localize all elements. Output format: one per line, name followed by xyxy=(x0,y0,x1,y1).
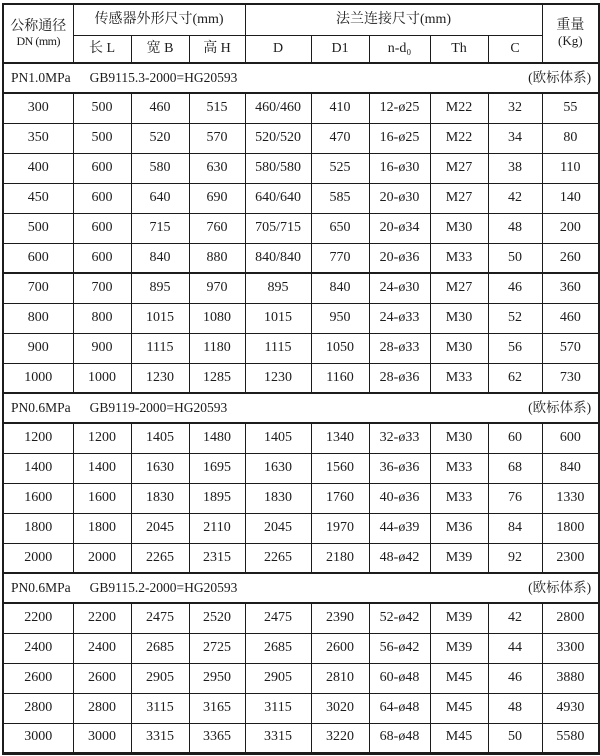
cell: 3115 xyxy=(245,693,311,723)
cell: 1630 xyxy=(131,453,189,483)
cell: M30 xyxy=(430,303,488,333)
cell: 44-ø39 xyxy=(369,513,430,543)
cell: 76 xyxy=(488,483,542,513)
cell: 42 xyxy=(488,183,542,213)
cell: 20-ø30 xyxy=(369,183,430,213)
cell: 2200 xyxy=(3,603,73,633)
cell: 1760 xyxy=(311,483,369,513)
cell: 56-ø42 xyxy=(369,633,430,663)
cell: 1830 xyxy=(245,483,311,513)
cell: 580 xyxy=(131,153,189,183)
table-row xyxy=(3,333,599,363)
cell: M30 xyxy=(430,213,488,243)
cell: 515 xyxy=(189,93,245,123)
cell: 110 xyxy=(542,153,599,183)
cell: M22 xyxy=(430,93,488,123)
section-standard-code: GB9115.2-2000=HG20593 xyxy=(89,580,238,596)
cell: 42 xyxy=(488,603,542,633)
cell: 80 xyxy=(542,123,599,153)
col-header-weight-title: 重量 xyxy=(556,17,585,33)
cell: 1230 xyxy=(245,363,311,393)
cell: 3115 xyxy=(131,693,189,723)
cell: M30 xyxy=(430,423,488,453)
cell: 3300 xyxy=(542,633,599,663)
cell: 32 xyxy=(488,93,542,123)
cell: 34 xyxy=(488,123,542,153)
table-row xyxy=(3,453,599,483)
cell: 600 xyxy=(542,423,599,453)
table-row xyxy=(3,123,599,153)
cell: 68-ø48 xyxy=(369,723,430,753)
table-row xyxy=(3,183,599,213)
cell: 140 xyxy=(542,183,599,213)
cell: 1800 xyxy=(542,513,599,543)
cell: 570 xyxy=(542,333,599,363)
col-header-dn xyxy=(3,4,73,63)
cell: 2685 xyxy=(245,633,311,663)
cell: M33 xyxy=(430,363,488,393)
cell: 640/640 xyxy=(245,183,311,213)
cell: 1200 xyxy=(73,423,131,453)
cell: 760 xyxy=(189,213,245,243)
cell: 52-ø42 xyxy=(369,603,430,633)
cell: 700 xyxy=(73,273,131,303)
cell: 2300 xyxy=(542,543,599,573)
cell: 2905 xyxy=(245,663,311,693)
cell: 800 xyxy=(3,303,73,333)
table-row xyxy=(3,273,599,303)
section-standard-code: GB9119-2000=HG20593 xyxy=(89,400,228,416)
section-cell xyxy=(3,393,599,423)
cell: 1050 xyxy=(311,333,369,363)
cell: 16-ø25 xyxy=(369,123,430,153)
cell: 3880 xyxy=(542,663,599,693)
cell: 50 xyxy=(488,723,542,753)
table-row xyxy=(3,513,599,543)
cell: 895 xyxy=(245,273,311,303)
cell: 1330 xyxy=(542,483,599,513)
table-row xyxy=(3,213,599,243)
cell: 1230 xyxy=(131,363,189,393)
cell: 600 xyxy=(73,213,131,243)
section-pressure-rating: PN1.0MPa xyxy=(11,70,71,86)
cell: 640 xyxy=(131,183,189,213)
cell: 2045 xyxy=(131,513,189,543)
cell: M39 xyxy=(430,543,488,573)
col-header-c: C xyxy=(488,35,542,63)
cell: 500 xyxy=(73,123,131,153)
cell: 1970 xyxy=(311,513,369,543)
col-header-weight-unit: (Kg) xyxy=(558,33,583,49)
cell: M45 xyxy=(430,693,488,723)
cell: 36-ø36 xyxy=(369,453,430,483)
cell: 56 xyxy=(488,333,542,363)
cell: 3315 xyxy=(131,723,189,753)
cell: 840 xyxy=(311,273,369,303)
cell: 2810 xyxy=(311,663,369,693)
table-row xyxy=(3,483,599,513)
cell: 24-ø30 xyxy=(369,273,430,303)
cell: 520/520 xyxy=(245,123,311,153)
cell: 2265 xyxy=(245,543,311,573)
cell: 2905 xyxy=(131,663,189,693)
cell: 3315 xyxy=(245,723,311,753)
col-group-sensor-dimensions: 传感器外形尺寸(mm) xyxy=(73,4,245,35)
cell: M33 xyxy=(430,483,488,513)
cell: 28-ø36 xyxy=(369,363,430,393)
cell: M45 xyxy=(430,723,488,753)
cell: M39 xyxy=(430,603,488,633)
cell: 1160 xyxy=(311,363,369,393)
cell: 1405 xyxy=(245,423,311,453)
cell: 3000 xyxy=(3,723,73,753)
cell: 1080 xyxy=(189,303,245,333)
cell: 450 xyxy=(3,183,73,213)
cell: 84 xyxy=(488,513,542,543)
table-row xyxy=(3,603,599,633)
cell: 1400 xyxy=(3,453,73,483)
cell: 300 xyxy=(3,93,73,123)
cell: 2315 xyxy=(189,543,245,573)
cell: 2200 xyxy=(73,603,131,633)
cell: 2475 xyxy=(245,603,311,633)
cell: 1285 xyxy=(189,363,245,393)
cell: 28-ø33 xyxy=(369,333,430,363)
cell: 730 xyxy=(542,363,599,393)
cell: 705/715 xyxy=(245,213,311,243)
cell: 1600 xyxy=(73,483,131,513)
section-line xyxy=(4,580,598,596)
cell: 650 xyxy=(311,213,369,243)
cell: 970 xyxy=(189,273,245,303)
cell: 570 xyxy=(189,123,245,153)
cell: 585 xyxy=(311,183,369,213)
cell: 2725 xyxy=(189,633,245,663)
cell: M30 xyxy=(430,333,488,363)
cell: 12-ø25 xyxy=(369,93,430,123)
cell: 2390 xyxy=(311,603,369,633)
cell: 2520 xyxy=(189,603,245,633)
cell: 3365 xyxy=(189,723,245,753)
table-row xyxy=(3,243,599,273)
cell: 1015 xyxy=(245,303,311,333)
cell: 600 xyxy=(73,183,131,213)
cell: M33 xyxy=(430,243,488,273)
cell: 470 xyxy=(311,123,369,153)
cell: 1200 xyxy=(3,423,73,453)
cell: 260 xyxy=(542,243,599,273)
table-row xyxy=(3,723,599,753)
cell: 500 xyxy=(3,213,73,243)
cell: 46 xyxy=(488,663,542,693)
cell: 1180 xyxy=(189,333,245,363)
table-row xyxy=(3,153,599,183)
cell: 60 xyxy=(488,423,542,453)
cell: 500 xyxy=(73,93,131,123)
cell: 1600 xyxy=(3,483,73,513)
table-row xyxy=(3,543,599,573)
cell: 360 xyxy=(542,273,599,303)
section-line xyxy=(4,70,598,86)
cell: 48-ø42 xyxy=(369,543,430,573)
cell: 600 xyxy=(73,153,131,183)
cell: 62 xyxy=(488,363,542,393)
section-system-note: (欧标体系) xyxy=(528,580,592,596)
cell: 1800 xyxy=(3,513,73,543)
cell: 630 xyxy=(189,153,245,183)
cell: 460 xyxy=(131,93,189,123)
table-row xyxy=(3,93,599,123)
cell: 840 xyxy=(131,243,189,273)
col-header-d1: D1 xyxy=(311,35,369,63)
cell: 3020 xyxy=(311,693,369,723)
table-row xyxy=(3,633,599,663)
col-header-width: 宽 B xyxy=(131,35,189,63)
cell: 48 xyxy=(488,693,542,723)
cell: 1405 xyxy=(131,423,189,453)
cell: 20-ø34 xyxy=(369,213,430,243)
cell: 3000 xyxy=(73,723,131,753)
cell: M27 xyxy=(430,153,488,183)
cell: 2045 xyxy=(245,513,311,543)
section-cell xyxy=(3,63,599,93)
cell: 525 xyxy=(311,153,369,183)
cell: 895 xyxy=(131,273,189,303)
section-pressure-rating: PN0.6MPa xyxy=(11,400,71,416)
col-header-weight xyxy=(542,4,599,63)
cell: 20-ø36 xyxy=(369,243,430,273)
table-header xyxy=(3,4,599,63)
cell: 46 xyxy=(488,273,542,303)
col-group-flange-dimensions: 法兰连接尺寸(mm) xyxy=(245,4,542,35)
dimension-spec-table xyxy=(2,3,600,755)
col-header-length: 长 L xyxy=(73,35,131,63)
cell: M45 xyxy=(430,663,488,693)
col-header-d: D xyxy=(245,35,311,63)
cell: 2110 xyxy=(189,513,245,543)
cell: 350 xyxy=(3,123,73,153)
cell: 715 xyxy=(131,213,189,243)
cell: 770 xyxy=(311,243,369,273)
cell: 2800 xyxy=(542,603,599,633)
cell: 1800 xyxy=(73,513,131,543)
cell: 900 xyxy=(3,333,73,363)
col-header-th: Th xyxy=(430,35,488,63)
table-row xyxy=(3,423,599,453)
cell: 40-ø36 xyxy=(369,483,430,513)
cell: 1695 xyxy=(189,453,245,483)
cell: M33 xyxy=(430,453,488,483)
cell: 840 xyxy=(542,453,599,483)
cell: 1115 xyxy=(245,333,311,363)
cell: 2000 xyxy=(73,543,131,573)
section-row xyxy=(3,63,599,93)
cell: 1000 xyxy=(3,363,73,393)
section-system-note: (欧标体系) xyxy=(528,70,592,86)
cell: 24-ø33 xyxy=(369,303,430,333)
cell: 4930 xyxy=(542,693,599,723)
table-row xyxy=(3,303,599,333)
cell: 1000 xyxy=(73,363,131,393)
section-system-note: (欧标体系) xyxy=(528,400,592,416)
cell: 5580 xyxy=(542,723,599,753)
cell: 1480 xyxy=(189,423,245,453)
cell: 600 xyxy=(3,243,73,273)
col-header-dn-title: 公称通径 xyxy=(10,18,67,34)
cell: 52 xyxy=(488,303,542,333)
cell: 840/840 xyxy=(245,243,311,273)
section-standard-code: GB9115.3-2000=HG20593 xyxy=(89,70,238,86)
table-body xyxy=(3,63,599,753)
cell: 68 xyxy=(488,453,542,483)
cell: 1560 xyxy=(311,453,369,483)
cell: 950 xyxy=(311,303,369,333)
section-line xyxy=(4,400,598,416)
col-header-height: 高 H xyxy=(189,35,245,63)
cell: 460/460 xyxy=(245,93,311,123)
section-row xyxy=(3,393,599,423)
table-row xyxy=(3,663,599,693)
cell: 2685 xyxy=(131,633,189,663)
cell: 2000 xyxy=(3,543,73,573)
cell: 200 xyxy=(542,213,599,243)
cell: 2265 xyxy=(131,543,189,573)
cell: M27 xyxy=(430,183,488,213)
cell: 410 xyxy=(311,93,369,123)
cell: 690 xyxy=(189,183,245,213)
cell: 2800 xyxy=(3,693,73,723)
cell: 400 xyxy=(3,153,73,183)
cell: M27 xyxy=(430,273,488,303)
cell: 1830 xyxy=(131,483,189,513)
cell: M39 xyxy=(430,633,488,663)
cell: 900 xyxy=(73,333,131,363)
cell: 2180 xyxy=(311,543,369,573)
cell: 1340 xyxy=(311,423,369,453)
cell: 1115 xyxy=(131,333,189,363)
cell: 600 xyxy=(73,243,131,273)
col-header-nd0: n-d₀ xyxy=(369,35,430,63)
cell: 50 xyxy=(488,243,542,273)
cell: 64-ø48 xyxy=(369,693,430,723)
cell: 460 xyxy=(542,303,599,333)
cell: 580/580 xyxy=(245,153,311,183)
cell: 38 xyxy=(488,153,542,183)
table-row xyxy=(3,363,599,393)
section-row xyxy=(3,573,599,603)
cell: 2600 xyxy=(311,633,369,663)
cell: 44 xyxy=(488,633,542,663)
cell: 55 xyxy=(542,93,599,123)
cell: 2600 xyxy=(73,663,131,693)
cell: 2800 xyxy=(73,693,131,723)
cell: 880 xyxy=(189,243,245,273)
cell: 2600 xyxy=(3,663,73,693)
cell: 3220 xyxy=(311,723,369,753)
cell: 16-ø30 xyxy=(369,153,430,183)
cell: 32-ø33 xyxy=(369,423,430,453)
cell: 520 xyxy=(131,123,189,153)
cell: 2400 xyxy=(73,633,131,663)
cell: 92 xyxy=(488,543,542,573)
cell: 3165 xyxy=(189,693,245,723)
cell: 1895 xyxy=(189,483,245,513)
cell: 800 xyxy=(73,303,131,333)
cell: 2950 xyxy=(189,663,245,693)
cell: 48 xyxy=(488,213,542,243)
cell: M36 xyxy=(430,513,488,543)
table-row xyxy=(3,693,599,723)
cell: 1630 xyxy=(245,453,311,483)
cell: 60-ø48 xyxy=(369,663,430,693)
cell: 2475 xyxy=(131,603,189,633)
cell: 1015 xyxy=(131,303,189,333)
cell: 1400 xyxy=(73,453,131,483)
cell: M22 xyxy=(430,123,488,153)
col-header-dn-unit: DN (mm) xyxy=(16,33,60,48)
cell: 2400 xyxy=(3,633,73,663)
cell: 700 xyxy=(3,273,73,303)
section-cell xyxy=(3,573,599,603)
section-pressure-rating: PN0.6MPa xyxy=(11,580,71,596)
